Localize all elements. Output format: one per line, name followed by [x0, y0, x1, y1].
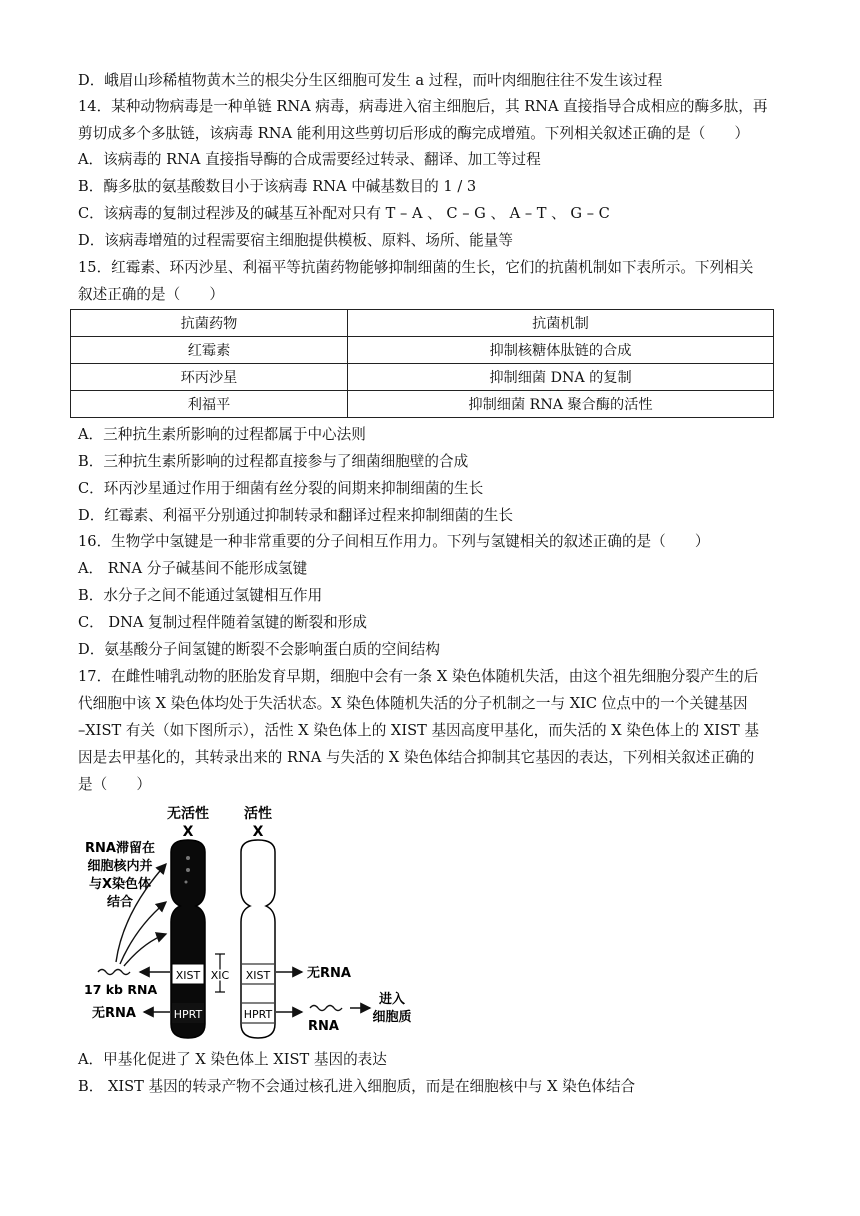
no-rna-right-label: 无RNA	[307, 966, 351, 981]
inactive-x-letter: X	[182, 824, 194, 840]
rna-note-line4: 结合	[106, 895, 134, 910]
rna-17kb-label: 17 kb RNA	[84, 982, 158, 997]
table-row	[71, 337, 774, 364]
q16-option-b: B．水分子之间不能通过氢键相互作用	[78, 587, 323, 604]
xist-inactive-label: XIST	[175, 969, 201, 982]
active-x-letter: X	[252, 824, 264, 840]
rna-wave-icon	[310, 1006, 342, 1011]
q15-option-c: C．环丙沙星通过作用于细菌有丝分裂的间期来抑制细菌的生长	[78, 480, 484, 497]
hprt-inactive-label: HPRT	[173, 1008, 203, 1021]
q14-option-b: B．酶多肽的氨基酸数目小于该病毒 RNA 中碱基数目的 1 / 3	[78, 178, 477, 195]
table-cell: 红霉素	[71, 337, 348, 364]
table-cell: 利福平	[71, 391, 348, 418]
xic-label: XIC	[210, 969, 230, 982]
xist-active-label: XIST	[245, 969, 271, 982]
table-header-cell: 抗菌机制	[348, 310, 774, 337]
q14-option-a: A．该病毒的 RNA 直接指导酶的合成需要经过转录、翻译、加工等过程	[78, 151, 541, 168]
no-rna-left-label: 无RNA	[92, 1006, 136, 1021]
q17-stem-line4: 因是去甲基化的，其转录出来的 RNA 与失活的 X 染色体结合抑制其它基因的表达，下列相关叙述正确的	[78, 749, 755, 766]
antibiotics-table	[70, 309, 774, 418]
table-cell: 抑制细菌 RNA 聚合酶的活性	[348, 391, 774, 418]
q14-stem-line2: 剪切成多个多肽链，该病毒 RNA 能利用这些剪切后形成的酶完成增殖。下列相关叙述正确的是（ ）	[78, 125, 750, 142]
q14-option-d: D．该病毒增殖的过程需要宿主细胞提供模板、原料、场所、能量等	[78, 232, 513, 249]
q14-stem-line1: 14．某种动物病毒是一种单链 RNA 病毒，病毒进入宿主细胞后，其 RNA 直接指导合成相应的酶多肽，再	[78, 98, 768, 115]
inactive-x-label: 无活性	[167, 806, 209, 822]
table-row	[71, 364, 774, 391]
rna-note-line2: 细胞核内并	[87, 859, 153, 874]
table-header-row	[71, 310, 774, 337]
q17-stem-line5: 是（ ）	[78, 776, 151, 793]
table-cell: 抑制核糖体肽链的合成	[348, 337, 774, 364]
q13-option-d: D．峨眉山珍稀植物黄木兰的根尖分生区细胞可发生 a 过程，而叶肉细胞往往不发生该过程	[78, 72, 663, 89]
table-row	[71, 391, 774, 418]
table-cell: 抑制细菌 DNA 的复制	[348, 364, 774, 391]
q15-option-a: A．三种抗生素所影响的过程都属于中心法则	[78, 426, 366, 443]
rna-right-label: RNA	[308, 1019, 339, 1034]
q15-stem-line1: 15．红霉素、环丙沙星、利福平等抗菌药物能够抑制细菌的生长，它们的抗菌机制如下表所示。下列相关	[78, 259, 754, 276]
hprt-active-label: HPRT	[243, 1008, 273, 1021]
q15-stem-line2: 叙述正确的是（ ）	[78, 286, 224, 303]
q15-option-d: D．红霉素、利福平分别通过抑制转录和翻译过程来抑制细菌的生长	[78, 507, 513, 524]
rna-note-line1: RNA滞留在	[85, 841, 155, 856]
table-header-cell: 抗菌药物	[71, 310, 348, 337]
q17-stem-line1: 17．在雌性哺乳动物的胚胎发育早期，细胞中会有一条 X 染色体随机失活，由这个祖先细胞分裂产生的后	[78, 668, 759, 685]
q17-option-a: A．甲基化促进了 X 染色体上 XIST 基因的表达	[78, 1051, 387, 1068]
q16-option-c: C． DNA 复制过程伴随着氢键的断裂和形成	[78, 614, 367, 631]
table-cell: 环丙沙星	[71, 364, 348, 391]
q16-option-a: A． RNA 分子碱基间不能形成氢键	[78, 560, 308, 577]
active-x-label: 活性	[244, 806, 272, 822]
enter-label: 进入	[378, 992, 406, 1007]
x-chromosome-figure	[78, 802, 428, 1047]
cytoplasm-label: 细胞质	[372, 1010, 412, 1025]
xist-rna-arrow	[98, 970, 170, 975]
q14-option-c: C．该病毒的复制过程涉及的碱基互补配对只有 T – A 、 C – G 、 A – T 、 G – C	[78, 205, 610, 222]
q16-stem: 16．生物学中氢键是一种非常重要的分子间相互作用力。下列与氢键相关的叙述正确的是（ ）	[78, 533, 710, 550]
q17-stem-line3: –XIST 有关（如下图所示），活性 X 染色体上的 XIST 基因高度甲基化，而失活的 X 染色体上的 XIST 基	[78, 722, 759, 739]
q16-option-d: D．氨基酸分子间氢键的断裂不会影响蛋白质的空间结构	[78, 641, 440, 658]
q17-stem-line2: 代细胞中该 X 染色体均处于失活状态。X 染色体随机失活的分子机制之一与 XIC 位点中的一个关键基因	[78, 695, 748, 712]
q17-option-b: B． XIST 基因的转录产物不会通过核孔进入细胞质，而是在细胞核中与 X 染色体结合	[78, 1078, 636, 1095]
q15-option-b: B．三种抗生素所影响的过程都直接参与了细菌细胞壁的合成	[78, 453, 469, 470]
rna-note-line3: 与X染色体	[88, 877, 152, 892]
